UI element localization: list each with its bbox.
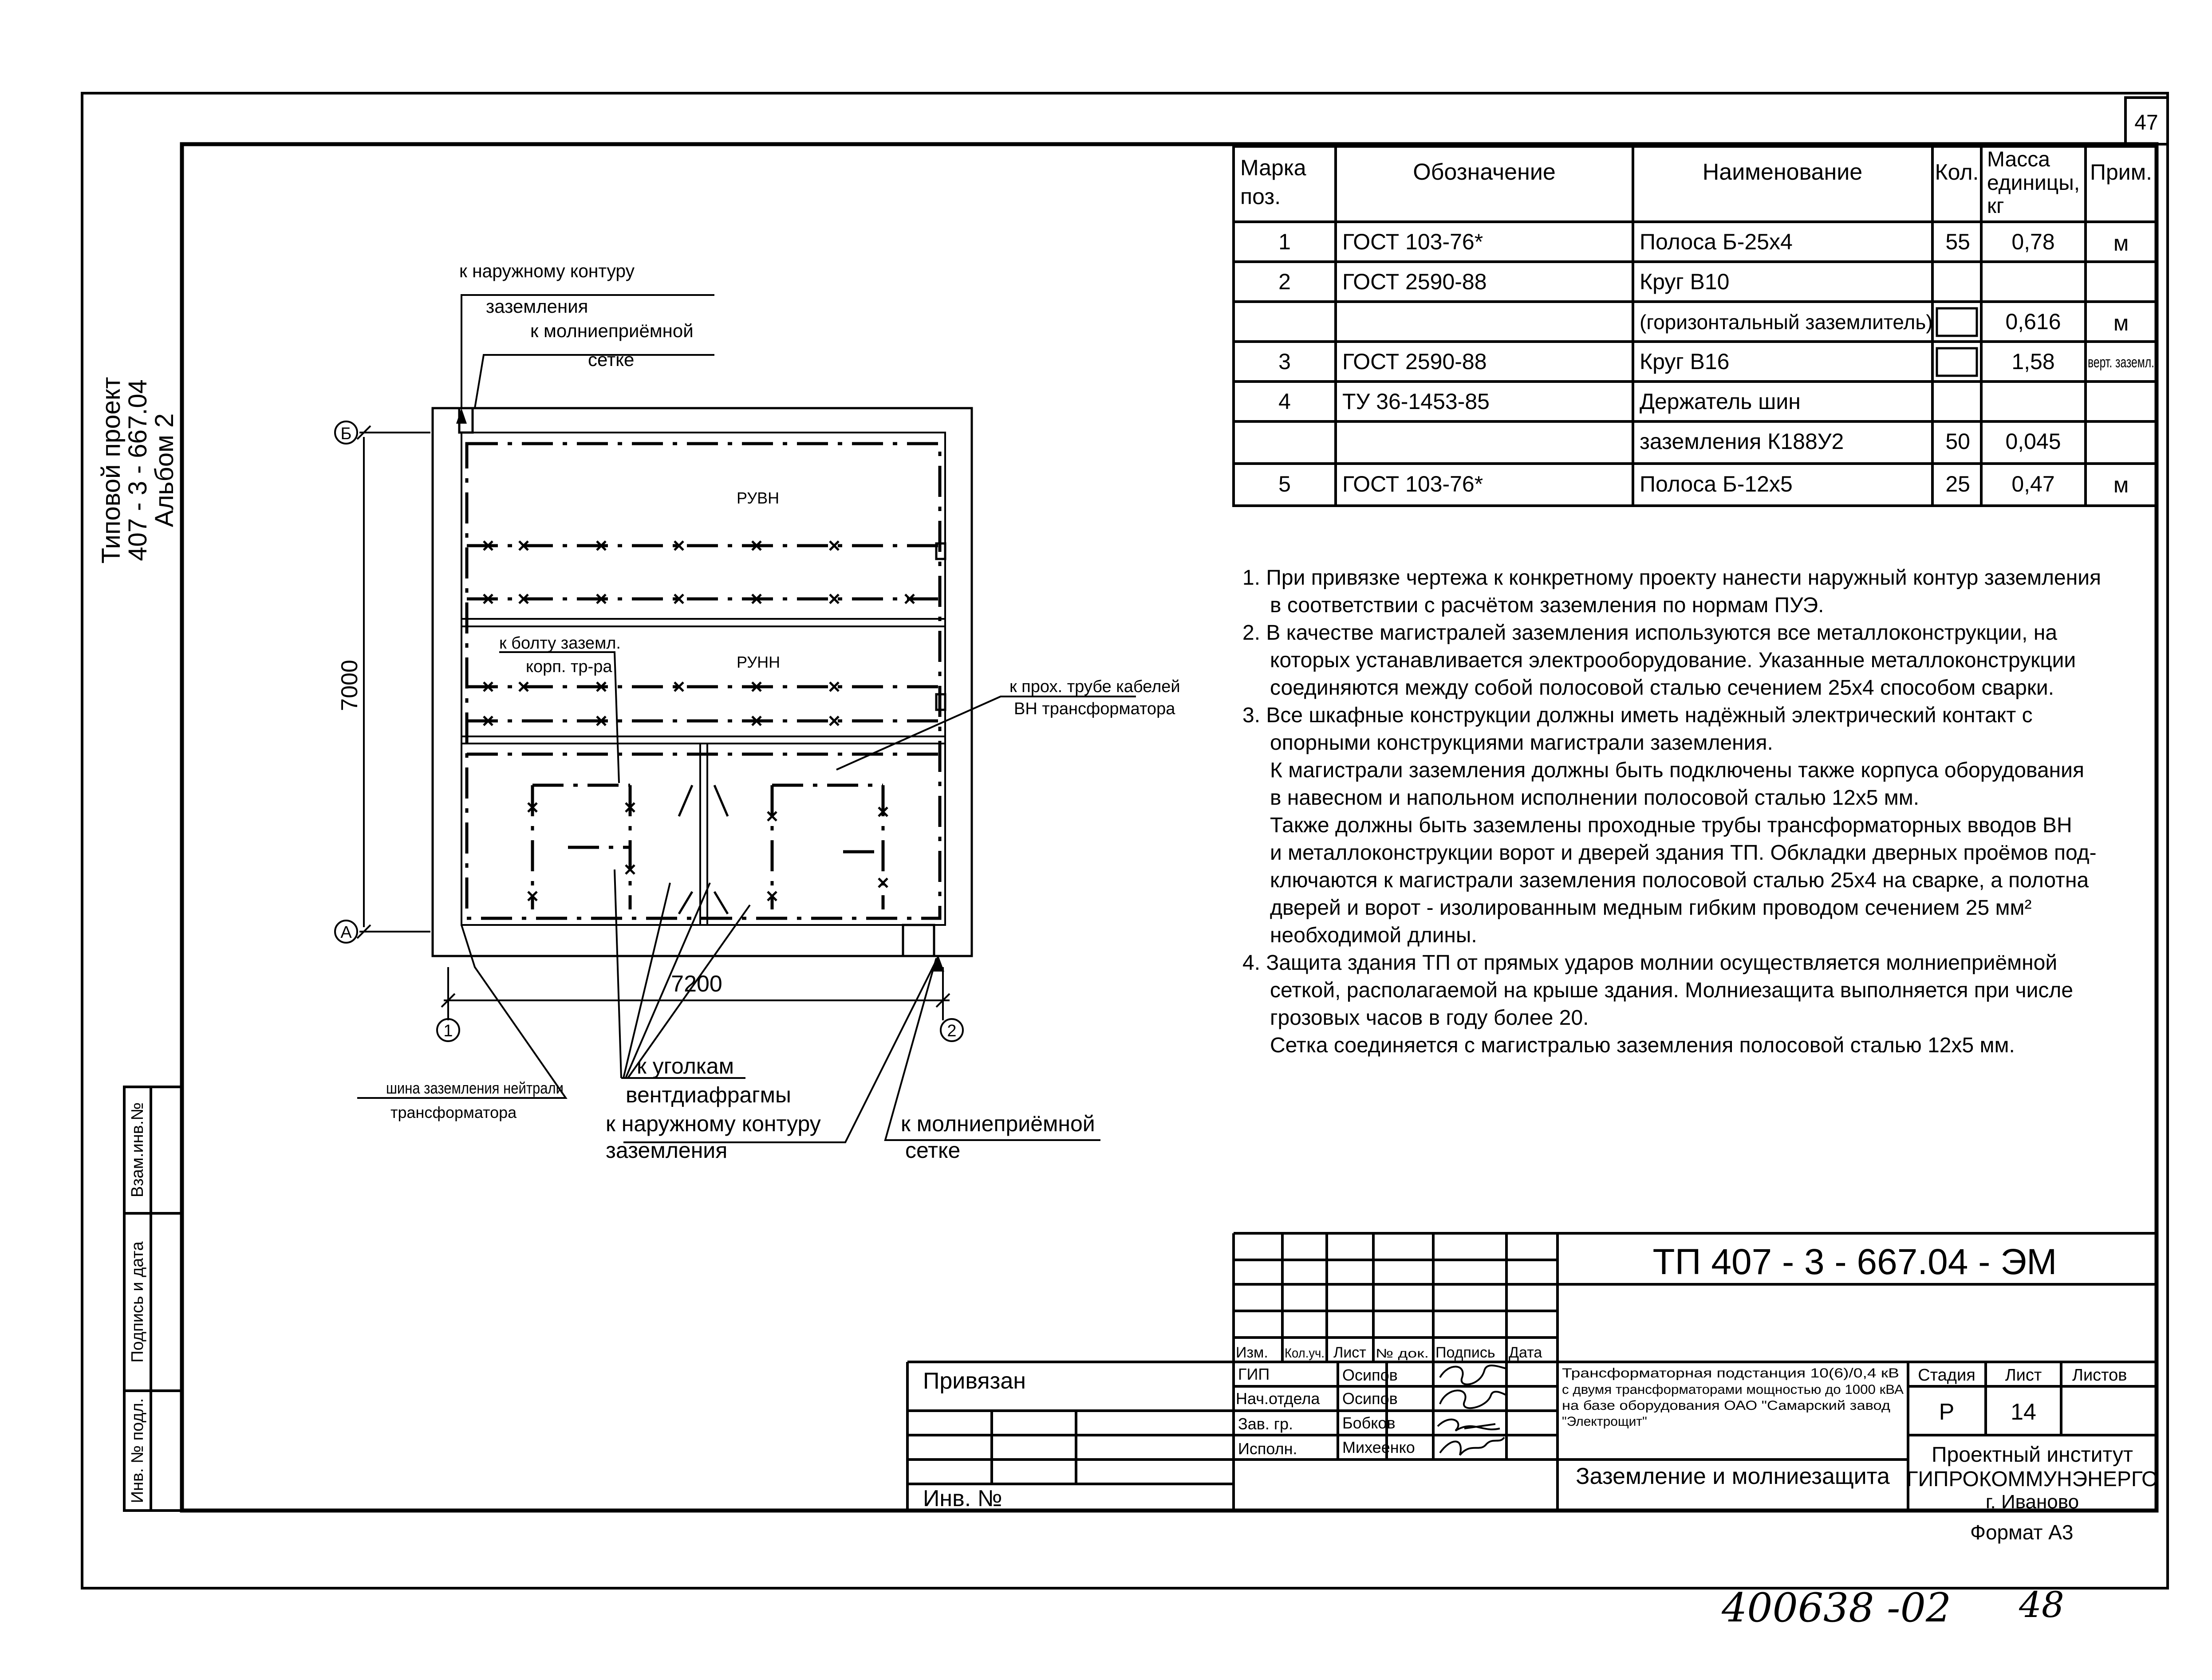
note-line: 3. Все шкафные конструкции должны иметь надёжный электрический контакт с — [1242, 704, 2033, 727]
note-line: Также должны быть заземлены проходные трубы трансформаторных вводов ВН — [1270, 814, 2072, 837]
note-line: необходимой длины. — [1270, 924, 1477, 947]
handwritten-page: 48 — [2019, 1584, 2064, 1625]
table-cell: ГОСТ 103-76* — [1342, 229, 1483, 254]
page-number: 47 — [2134, 111, 2158, 134]
sheet-title: Заземление и молниезащита — [1576, 1464, 1890, 1489]
note-line: сеткой, располагаемой на крыше здания. Молниезащита выполняется при числе — [1270, 979, 2074, 1002]
table-cell: 0,045 — [2005, 429, 2061, 454]
table-cell: верт. заземл. — [2088, 354, 2154, 371]
name-head: Осипов — [1342, 1389, 1398, 1408]
th-note: Прим. — [2090, 160, 2152, 185]
title-block — [907, 1233, 2158, 1544]
label-corners-3: к наружному контуру — [606, 1111, 821, 1136]
label-mesh-bottom-2: сетке — [905, 1138, 961, 1163]
table-cell: (горизонтальный заземлитель) — [1640, 311, 1933, 334]
org-line3: г. Иваново — [1985, 1491, 2079, 1513]
stage-value: Р — [1939, 1399, 1955, 1425]
table-cell: 1 — [1278, 229, 1291, 254]
table-cell: 5 — [1278, 472, 1291, 496]
side-stamp-line3: Альбом 2 — [150, 413, 179, 527]
table-cell: 50 — [1945, 429, 1970, 454]
room-label-ruvn: РУВН — [737, 489, 780, 507]
hdr-signature: Подпись — [1435, 1344, 1495, 1361]
table-cell: м — [2113, 472, 2129, 497]
org-line1: Проектный институт — [1932, 1443, 2133, 1467]
bound-label: Привязан — [923, 1368, 1026, 1394]
label-neutral: шина заземления нейтрали — [386, 1079, 564, 1097]
object-line2: с двумя трансформаторами мощностью до 1000 кВА — [1562, 1382, 1904, 1397]
table-cell: Круг В16 — [1640, 349, 1730, 374]
axis-label-b: Б — [340, 425, 352, 443]
note-line: опорными конструкциями магистрали заземления. — [1270, 731, 1773, 755]
th-mark-2: поз. — [1240, 184, 1281, 209]
note-line: и металлоконструкции ворот и дверей здания ТП. Обкладки дверных проёмов под- — [1270, 841, 2097, 865]
label-mesh-bottom: к молниеприёмной — [901, 1111, 1095, 1136]
note-line: соединяются между собой полосовой сталью сечением 25х4 способом сварки. — [1270, 676, 2054, 700]
note-line: 4. Защита здания ТП от прямых ударов молнии осуществляется молниеприёмной — [1242, 951, 2058, 975]
note-line: дверей и ворот - изолированным медным гибким проводом сечением 25 мм² — [1270, 896, 2032, 920]
org-line2: ГИПРОКОММУНЭНЕРГО — [1906, 1468, 2158, 1491]
role-head: Нач.отдела — [1236, 1389, 1320, 1408]
label-mesh-top: к молниеприёмной — [530, 320, 694, 341]
dimension-width: 7200 — [671, 971, 722, 997]
th-mass-2: единицы, — [1987, 171, 2080, 195]
label-corners-4: заземления — [606, 1138, 728, 1163]
note-line: ключаются к магистрали заземления полосовой сталью 25х4 на сварке, а полотна — [1270, 869, 2089, 892]
name-gip: Осипов — [1342, 1366, 1398, 1384]
axis-label-a: А — [340, 923, 352, 942]
label-corners-2: вентдиафрагмы — [626, 1082, 791, 1107]
table-cell: 1,58 — [2011, 349, 2055, 374]
inv-label: Инв. № — [923, 1486, 1002, 1511]
sheet-value: 14 — [2011, 1399, 2036, 1425]
table-cell: 0,78 — [2011, 229, 2055, 254]
th-mass-1: Масса — [1987, 148, 2050, 171]
label-pipe: к прох. трубе кабелей — [1009, 677, 1180, 696]
note-line: Сетка соединяется с магистралью заземления полосовой сталью 12х5 мм. — [1270, 1034, 2015, 1057]
table-cell: м — [2113, 311, 2129, 335]
strip-field-inv-original: Инв. № подл. — [128, 1398, 147, 1503]
label-outer-contour-top-2: заземления — [486, 296, 588, 317]
spec-table — [1234, 146, 2157, 506]
sheet-label: Лист — [2005, 1366, 2042, 1385]
table-cell: Полоса Б-12х5 — [1640, 472, 1793, 496]
role-group: Зав. гр. — [1238, 1415, 1293, 1433]
handwritten-number: 400638 -02 — [1722, 1585, 1952, 1631]
label-neutral-2: трансформатора — [390, 1103, 517, 1121]
object-line4: "Электрощит" — [1562, 1414, 1647, 1429]
document-code: ТП 407 - 3 - 667.04 - ЭМ — [1652, 1242, 2057, 1282]
notes — [1242, 566, 2101, 1057]
note-line: которых устанавливается электрооборудование. Указанные металлоконструкции — [1270, 649, 2076, 672]
th-name: Наименование — [1702, 159, 1863, 185]
format-label: Формат А3 — [1970, 1521, 2074, 1544]
hdr-change: Изм. — [1236, 1344, 1268, 1361]
role-executor: Исполн. — [1238, 1440, 1297, 1458]
table-cell: 0,616 — [2005, 309, 2061, 334]
table-cell: заземления К188У2 — [1640, 429, 1844, 454]
table-cell: Полоса Б-25х4 — [1640, 229, 1793, 254]
table-cell: ГОСТ 2590-88 — [1342, 269, 1487, 294]
hdr-qty: Кол.уч. — [1285, 1346, 1325, 1361]
table-cell: 55 — [1945, 229, 1970, 254]
strip-field-signature-date: Подпись и дата — [128, 1241, 147, 1363]
table-cell: ГОСТ 103-76* — [1342, 472, 1483, 496]
note-line: 1. При привязке чертежа к конкретному проекту нанести наружный контур заземления — [1242, 566, 2102, 590]
label-outer-contour-top: к наружному контуру — [459, 260, 635, 281]
label-pipe-2: ВН трансформатора — [1014, 700, 1175, 718]
role-gip: ГИП — [1238, 1365, 1270, 1383]
hdr-doc: № док. — [1376, 1346, 1429, 1360]
hdr-date: Дата — [1509, 1344, 1542, 1361]
hdr-sheet: Лист — [1333, 1344, 1366, 1361]
strip-field-replace-inv: Взам.инв.№ — [128, 1102, 147, 1198]
sheets-label: Листов — [2072, 1366, 2127, 1385]
table-cell: 4 — [1278, 389, 1291, 414]
label-corners: к уголкам — [637, 1054, 734, 1078]
object-line3: на базе оборудования ОАО "Самарский завод — [1562, 1398, 1890, 1413]
table-cell: м — [2113, 231, 2129, 256]
th-qty: Кол. — [1935, 160, 1979, 185]
stage-label: Стадия — [1918, 1366, 1975, 1385]
table-cell: 3 — [1278, 349, 1291, 374]
name-executor: Михеенко — [1342, 1438, 1415, 1456]
table-cell: 0,47 — [2011, 472, 2055, 496]
name-group: Бобков — [1342, 1414, 1396, 1432]
note-line: в навесном и напольном исполнении полосовой сталью 12х5 мм. — [1270, 786, 1920, 810]
side-stamp-line1: Типовой проект — [97, 377, 126, 564]
th-designation: Обозначение — [1413, 159, 1556, 185]
room-label-runn: РУНН — [737, 653, 781, 671]
axis-label-1: 1 — [443, 1022, 453, 1040]
note-line: К магистрали заземления должны быть подключены также корпуса оборудования — [1270, 759, 2084, 782]
th-mark-1: Марка — [1240, 155, 1306, 180]
label-bolt: к болту заземл. — [499, 634, 621, 653]
table-cell: Круг В10 — [1640, 269, 1730, 294]
side-stamp-line2: 407 - 3 - 667.04 — [123, 379, 152, 561]
dimension-height: 7000 — [337, 660, 363, 711]
table-cell: Держатель шин — [1640, 389, 1801, 414]
note-line: грозовых часов в году более 20. — [1270, 1006, 1589, 1030]
table-cell: 2 — [1278, 269, 1291, 294]
label-mesh-top-2: сетке — [588, 349, 635, 370]
floor-plan — [335, 260, 1180, 1163]
object-line1: Трансформаторная подстанция 10(6)/0,4 кВ — [1562, 1366, 1899, 1381]
note-line: 2. В качестве магистралей заземления используются все металлоконструкции, на — [1242, 621, 2058, 645]
table-cell: ТУ 36-1453-85 — [1342, 389, 1490, 414]
th-mass-3: кг — [1987, 194, 2004, 218]
building-outline — [433, 408, 972, 956]
note-line: в соответствии с расчётом заземления по нормам ПУЭ. — [1270, 594, 1824, 617]
axis-label-2: 2 — [947, 1022, 957, 1040]
label-bolt-2: корп. тр-ра — [526, 657, 612, 676]
table-cell: 25 — [1945, 472, 1970, 496]
table-cell: ГОСТ 2590-88 — [1342, 349, 1487, 374]
